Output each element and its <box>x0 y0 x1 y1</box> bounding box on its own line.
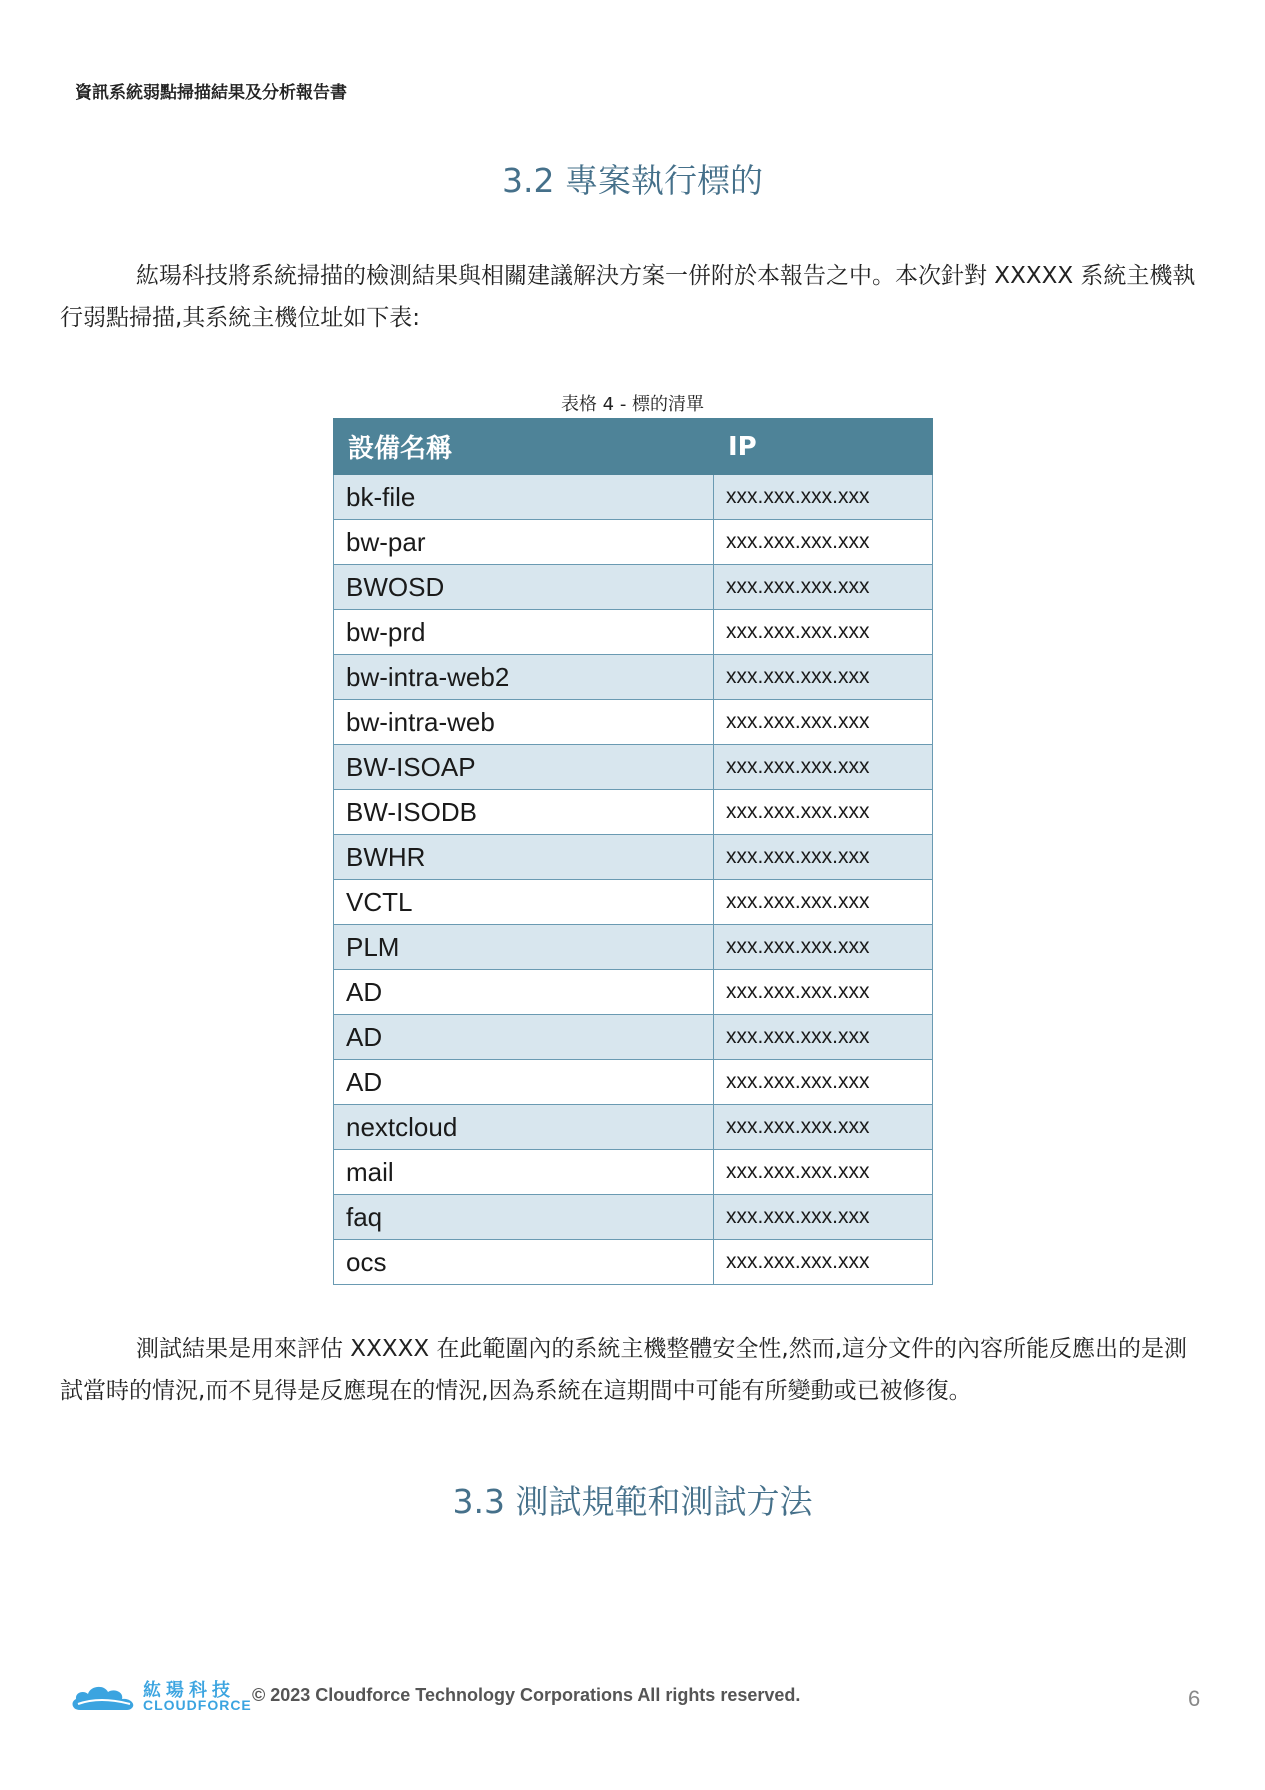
device-name-cell: VCTL <box>334 880 714 925</box>
device-name-cell: BWHR <box>334 835 714 880</box>
section-title-3-2: 3.2 專案執行標的 <box>502 161 763 200</box>
table-row <box>334 790 933 835</box>
device-name-cell: ocs <box>334 1240 714 1285</box>
table-row <box>334 970 933 1015</box>
ip-cell: xxx.xxx.xxx.xxx <box>714 970 933 1015</box>
table-row <box>334 475 933 520</box>
table-row <box>334 655 933 700</box>
table-row <box>334 925 933 970</box>
ip-cell: xxx.xxx.xxx.xxx <box>714 520 933 565</box>
logo-chinese-name: 紘瑒科技 <box>143 1680 235 1701</box>
column-header-device-name: 設備名稱 <box>334 419 714 475</box>
device-name-cell: mail <box>334 1150 714 1195</box>
table-row <box>334 880 933 925</box>
table-row <box>334 1195 933 1240</box>
table-row <box>334 520 933 565</box>
logo-english-name: CLOUDFORCE <box>143 1697 252 1713</box>
cloud-logo-icon <box>70 1682 140 1712</box>
table-row <box>334 1240 933 1285</box>
table-row <box>334 1015 933 1060</box>
device-name-cell: bk-file <box>334 475 714 520</box>
ip-cell: xxx.xxx.xxx.xxx <box>714 610 933 655</box>
device-name-cell: bw-par <box>334 520 714 565</box>
table-row <box>334 700 933 745</box>
device-name-cell: nextcloud <box>334 1105 714 1150</box>
device-name-cell: bw-prd <box>334 610 714 655</box>
table-caption: 表格 4 - 標的清單 <box>560 394 705 415</box>
company-logo <box>70 1676 250 1716</box>
column-header-ip: IP <box>714 419 933 475</box>
copyright-notice: © 2023 Cloudforce Technology Corporations All rights reserved. <box>252 1685 801 1705</box>
ip-cell: xxx.xxx.xxx.xxx <box>714 1060 933 1105</box>
ip-cell: xxx.xxx.xxx.xxx <box>714 925 933 970</box>
table-row <box>334 1150 933 1195</box>
device-name-cell: bw-intra-web2 <box>334 655 714 700</box>
document-header-title: 資訊系統弱點掃描結果及分析報告書 <box>75 83 347 103</box>
device-name-cell: AD <box>334 970 714 1015</box>
table-header-row <box>334 419 933 475</box>
ip-cell: xxx.xxx.xxx.xxx <box>714 1195 933 1240</box>
disclaimer-paragraph: 測試結果是用來評估 XXXXX 在此範圍內的系統主機整體安全性,然而,這分文件的內容所能反應出的是測試當時的情況,而不見得是反應現在的情況,因為系統在這期間中可能有所變動或已被修復。 <box>60 1336 1188 1404</box>
device-name-cell: PLM <box>334 925 714 970</box>
device-name-cell: BW-ISOAP <box>334 745 714 790</box>
ip-cell: xxx.xxx.xxx.xxx <box>714 565 933 610</box>
device-name-cell: AD <box>334 1060 714 1105</box>
ip-cell: xxx.xxx.xxx.xxx <box>714 745 933 790</box>
device-name-cell: AD <box>334 1015 714 1060</box>
ip-cell: xxx.xxx.xxx.xxx <box>714 655 933 700</box>
ip-cell: xxx.xxx.xxx.xxx <box>714 1015 933 1060</box>
ip-cell: xxx.xxx.xxx.xxx <box>714 1150 933 1195</box>
table-row <box>334 610 933 655</box>
section-title-3-3: 3.3 測試規範和測試方法 <box>452 1482 813 1521</box>
device-name-cell: faq <box>334 1195 714 1240</box>
table-body <box>334 475 933 1285</box>
ip-cell: xxx.xxx.xxx.xxx <box>714 1105 933 1150</box>
table-row <box>334 1105 933 1150</box>
target-list-table <box>333 418 933 1285</box>
intro-paragraph: 紘瑒科技將系統掃描的檢測結果與相關建議解決方案一併附於本報告之中。本次針對 XXXXX 系統主機執行弱點掃描,其系統主機位址如下表: <box>60 263 1196 331</box>
ip-cell: xxx.xxx.xxx.xxx <box>714 1240 933 1285</box>
ip-cell: xxx.xxx.xxx.xxx <box>714 835 933 880</box>
device-name-cell: BW-ISODB <box>334 790 714 835</box>
table-row <box>334 1060 933 1105</box>
table-row <box>334 745 933 790</box>
ip-cell: xxx.xxx.xxx.xxx <box>714 475 933 520</box>
device-name-cell: BWOSD <box>334 565 714 610</box>
ip-cell: xxx.xxx.xxx.xxx <box>714 700 933 745</box>
page-number: 6 <box>1188 1686 1201 1711</box>
table-row <box>334 835 933 880</box>
ip-cell: xxx.xxx.xxx.xxx <box>714 880 933 925</box>
device-name-cell: bw-intra-web <box>334 700 714 745</box>
ip-cell: xxx.xxx.xxx.xxx <box>714 790 933 835</box>
table-row <box>334 565 933 610</box>
